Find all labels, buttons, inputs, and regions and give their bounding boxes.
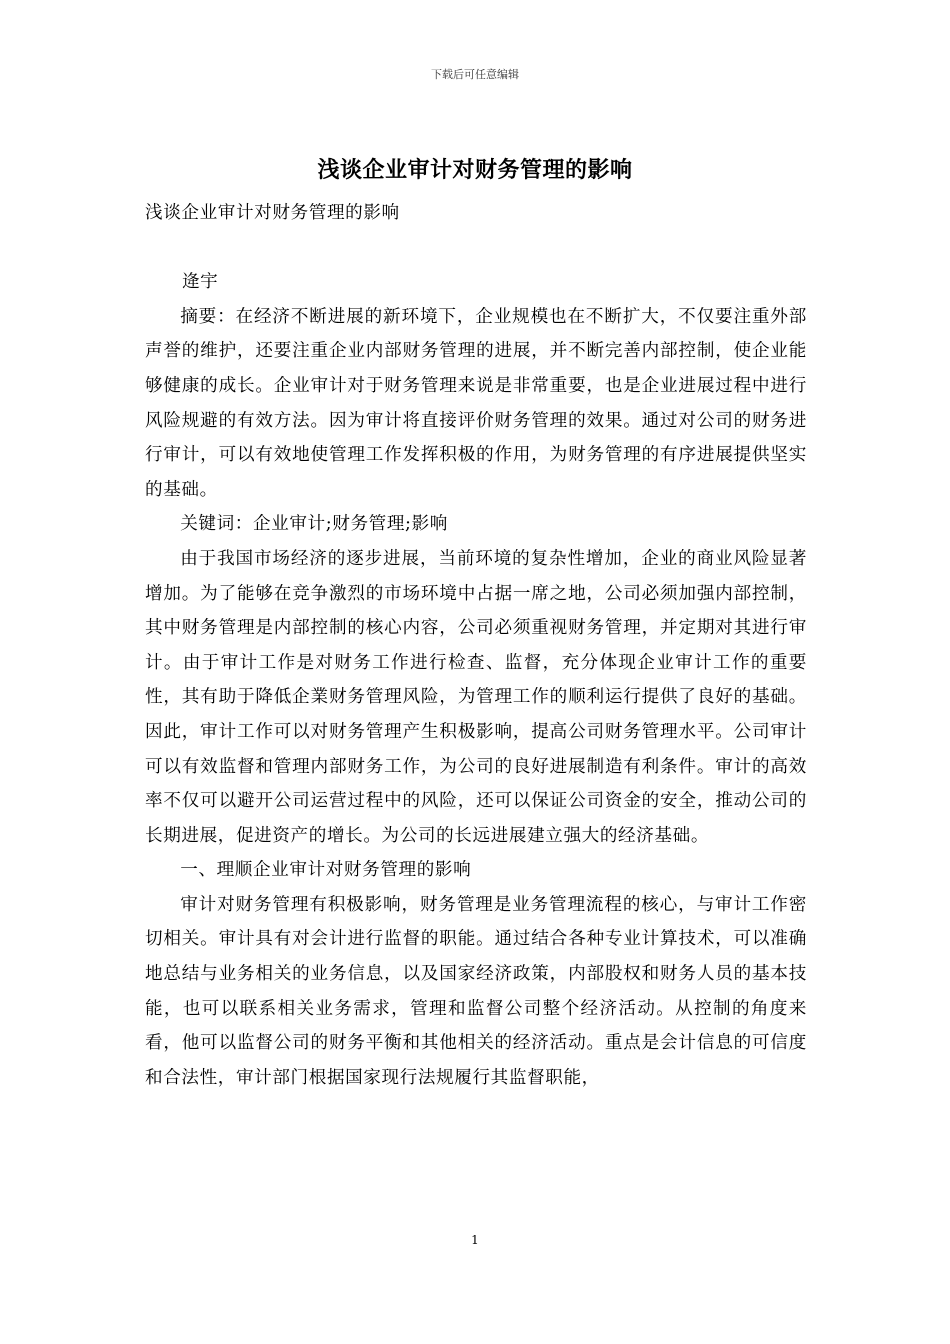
header-note: 下载后可任意编辑 — [431, 68, 519, 81]
author-name: 逄宇 — [181, 272, 219, 293]
intro-paragraph: 由于我国市场经济的逐步进展，当前环境的复杂性增加，企业的商业风险显著增加。为了能够在竞争激烈的市场环境中占据一席之地，公司必须加强内部控制，其中财务管理是内部控制的核心内容，公司必须重视财务管理，并定期对其进行审计。由于审计工作是对财务工作进行检查、监督，充分体现企业审计工作的重要性，其有助于降低企業财务管理风险，为管理工作的顺利运行提供了良好的基础。因此，审计工作可以对财务管理产生积极影响，提高公司财务管理水平。公司审计可以有效监督和管理内部财务工作，为公司的良好进展制造有利条件。审计的高效率不仅可以避开公司运营过程中的风险，还可以保证公司资金的安全，推动公司的长期进展，促进资产的增长。为公司的长远进展建立强大的经济基础。 — [145, 548, 807, 846]
section-paragraph: 审计对财务管理有积极影响，财务管理是业务管理流程的核心，与审计工作密切相关。审计具有对会计进行监督的职能。通过结合各种专业计算技术，可以准确地总结与业务相关的业务信息，以及国家经济政策，内部股权和财务人员的基本技能，也可以联系相关业务需求，管理和监督公司整个经济活动。从控制的角度来看，他可以监督公司的财务平衡和其他相关的经济活动。重点是会计信息的可信度和合法性，审计部门根据国家现行法规履行其监督职能， — [145, 894, 807, 1088]
blank-line — [145, 231, 807, 266]
section-heading: 一、理顺企业审计对财务管理的影响 — [180, 860, 472, 881]
document-body — [145, 196, 807, 1095]
abstract-paragraph: 摘要：在经济不断进展的新环境下，企业规模也在不断扩大，不仅要注重外部声誉的维护，还要注重企业内部财务管理的进展，并不断完善内部控制，使企业能够健康的成长。企业审计对于财务管理来说是非常重要，也是企业进展过程中进行风险规避的有效方法。因为审计将直接评价财务管理的效果。通过对公司的财务进行审计，可以有效地使管理工作发挥积极的作用，为财务管理的有序进展提供坚实的基础。 — [145, 306, 807, 500]
document-title: 浅谈企业审计对财务管理的影响 — [317, 157, 633, 183]
keywords-line: 关键词：企业审计;财务管理;影响 — [180, 514, 448, 535]
page-number: 1 — [471, 1233, 479, 1247]
document-subtitle: 浅谈企业审计对财务管理的影响 — [145, 203, 400, 223]
